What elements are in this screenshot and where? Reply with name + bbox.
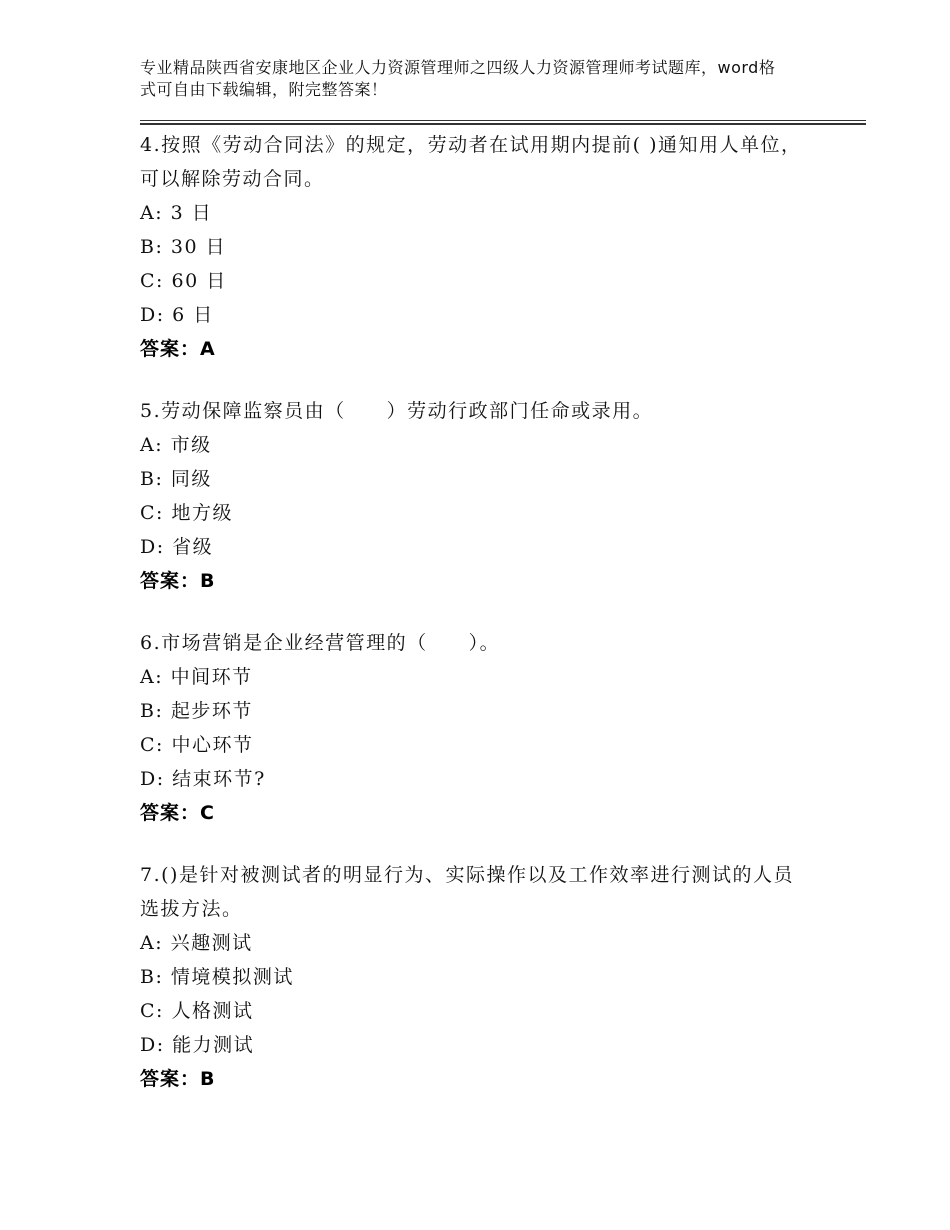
question-stem: 5.劳动保障监察员由（ ）劳动行政部门任命或录用。 <box>140 400 654 422</box>
option-b: B: 30 日 <box>140 236 227 258</box>
header-divider <box>140 120 866 125</box>
option-a: A: 兴趣测试 <box>140 932 253 954</box>
question-stem: 7.()是针对被测试者的明显行为、实际操作以及工作效率进行测试的人员选拔方法。 <box>140 864 794 920</box>
document-header-title: 专业精品陕西省安康地区企业人力资源管理师之四级人力资源管理师考试题库，word格式可自由下载编辑，附完整答案！ <box>140 58 776 99</box>
question-stem: 6.市场营销是企业经营管理的（ ）。 <box>140 632 501 654</box>
option-a: A: 市级 <box>140 434 212 456</box>
option-c: C: 60 日 <box>140 270 227 292</box>
question-stem: 4.按照《劳动合同法》的规定，劳动者在试用期内提前( )通知用人单位，可以解除劳动合同。 <box>140 134 802 190</box>
option-b: B: 起步环节 <box>140 700 253 722</box>
option-a: A: 3 日 <box>140 202 213 224</box>
answer-label: 答案：A <box>140 338 216 360</box>
question-item <box>140 858 840 1096</box>
option-d: D: 6 日 <box>140 304 214 326</box>
answer-label: 答案：B <box>140 570 216 592</box>
option-c: C: 中心环节 <box>140 734 254 756</box>
question-item <box>140 128 840 366</box>
question-list <box>140 128 840 1124</box>
option-b: B: 同级 <box>140 468 212 490</box>
question-item <box>140 626 840 830</box>
question-item <box>140 394 840 598</box>
option-c: C: 人格测试 <box>140 1000 254 1022</box>
option-b: B: 情境模拟测试 <box>140 966 294 988</box>
option-c: C: 地方级 <box>140 502 233 524</box>
answer-label: 答案：B <box>140 1068 216 1090</box>
option-d: D: 能力测试 <box>140 1034 255 1056</box>
option-d: D: 结束环节? <box>140 768 266 790</box>
answer-label: 答案：C <box>140 802 215 824</box>
option-d: D: 省级 <box>140 536 214 558</box>
option-a: A: 中间环节 <box>140 666 253 688</box>
